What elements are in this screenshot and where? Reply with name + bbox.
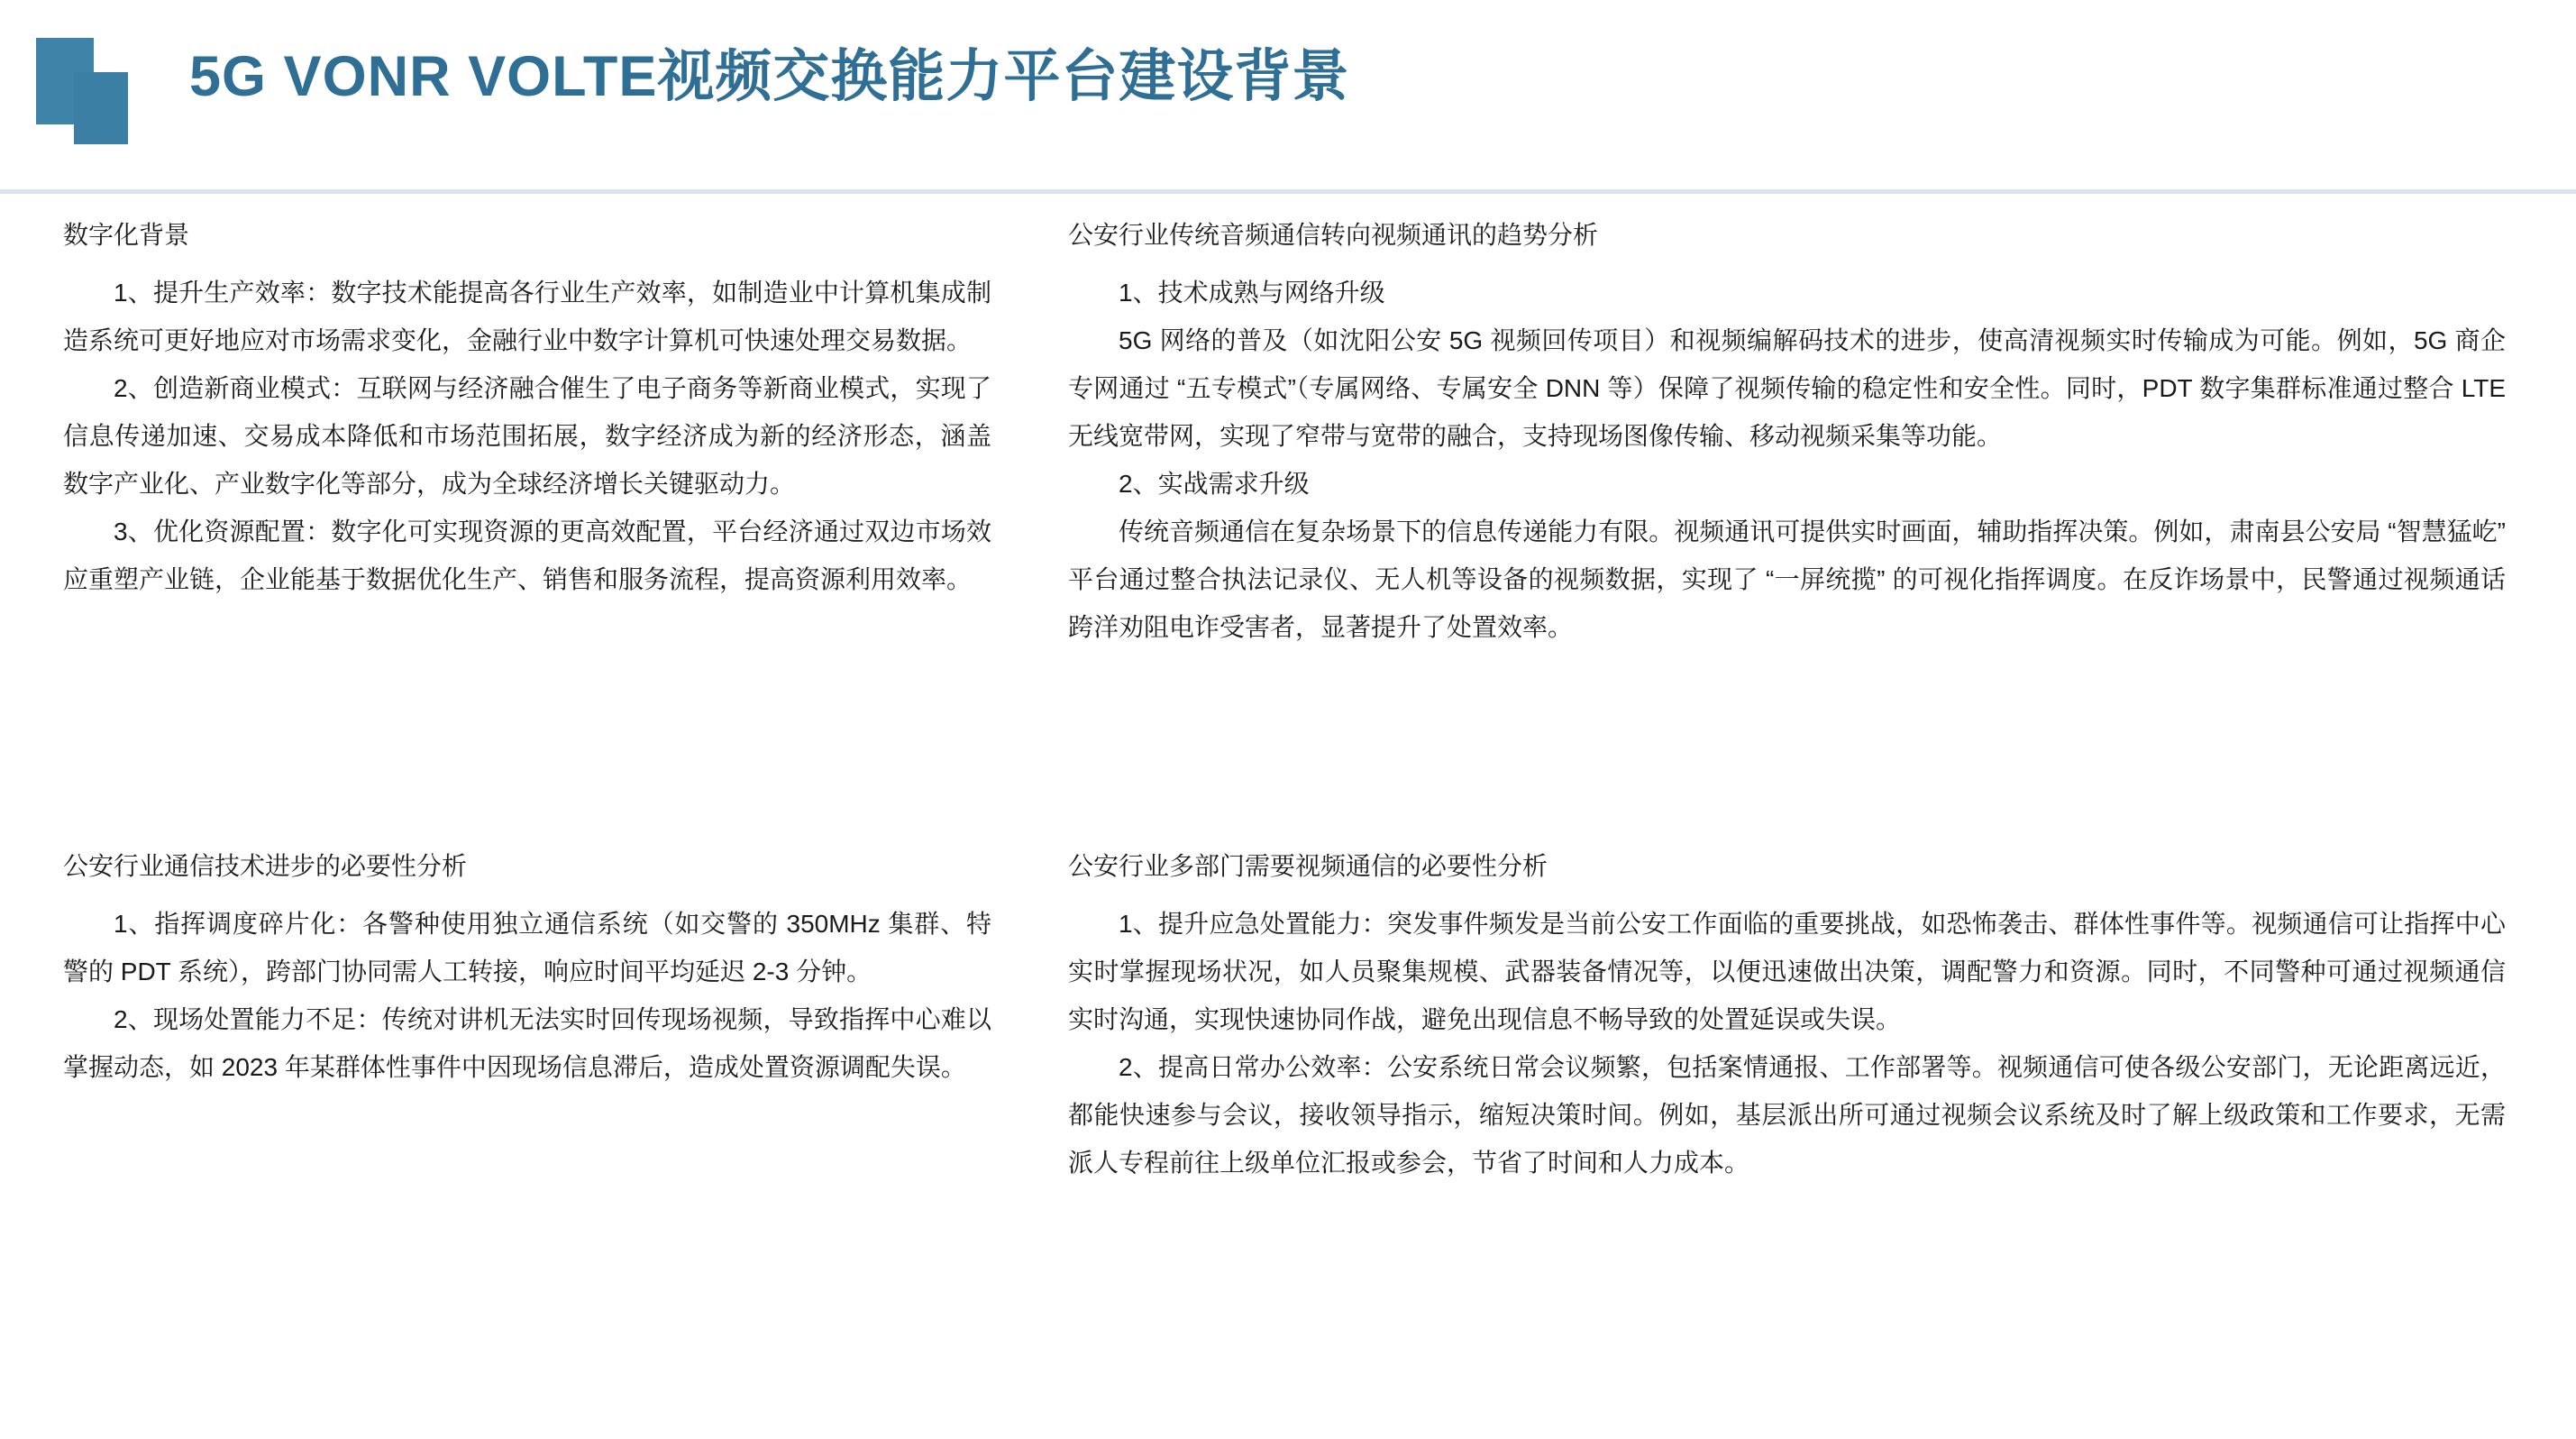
paragraph: 2、创造新商业模式：互联网与经济融合催生了电子商务等新商业模式，实现了信息传递加速、交易成本降低和市场范围拓展，数字经济成为新的经济形态，涵盖数字产业化、产业数字化等部分，成为全球经济增长关键驱动力。 — [63, 374, 991, 498]
left-column — [63, 215, 991, 1081]
paragraph: 2、提高日常办公效率：公安系统日常会议频繁，包括案情通报、工作部署等。视频通信可使各级公安部门，无论距离远近，都能快速参与会议，接收领导指示，缩短决策时间。例如，基层派出所可通过视频会议系统及时了解上级政策和工作要求，无需派人专程前往上级单位汇报或参会，节省了时间和人力成本。 — [1068, 1053, 2506, 1177]
section-title: 数字化背景 — [63, 221, 190, 249]
section-multi-department-necessity — [1068, 846, 2506, 1187]
slide-header — [0, 0, 2576, 197]
slide-content — [0, 215, 2576, 1439]
paragraph: 传统音频通信在复杂场景下的信息传递能力有限。视频通讯可提供实时画面，辅助指挥决策。例如，肃南县公安局 “智慧猛屹” 平台通过整合执法记录仪、无人机等设备的视频数据，实现了 “一屏统揽” 的可视化指挥调度。在反诈场景中，民警通过视频通话跨洋劝阻电诈受害者，显著提升了处置效率。 — [1068, 518, 2506, 641]
paragraph: 1、提升生产效率：数字技术能提高各行业生产效率，如制造业中计算机集成制造系统可更好地应对市场需求变化，金融行业中数字计算机可快速处理交易数据。 — [63, 279, 991, 354]
paragraph: 1、技术成熟与网络升级 — [1119, 279, 1385, 307]
section-communication-necessity — [63, 846, 991, 1091]
header-divider — [0, 189, 2576, 194]
section-digital-background — [63, 215, 991, 603]
paragraph: 3、优化资源配置：数字化可实现资源的更高效配置，平台经济通过双边市场效应重塑产业链，企业能基于数据优化生产、销售和服务流程，提高资源利用效率。 — [63, 518, 991, 593]
section-video-trend — [1068, 215, 2506, 651]
section-title: 公安行业多部门需要视频通信的必要性分析 — [1068, 852, 1548, 880]
paragraph: 5G 网络的普及（如沈阳公安 5G 视频回传项目）和视频编解码技术的进步，使高清视频实时传输成为可能。例如，5G 商企专网通过 “五专模式”（专属网络、专属安全 DNN 等）保障了视频传输的稳定性和安全性。同时，PDT 数字集群标准通过整合 LTE 无线宽带网，实现了窄带与宽带的融合，支持现场图像传输、移动视频采集等功能。 — [1068, 326, 2506, 450]
paragraph: 1、提升应急处置能力：突发事件频发是当前公安工作面临的重要挑战，如恐怖袭击、群体性事件等。视频通信可让指挥中心实时掌握现场状况，如人员聚集规模、武器装备情况等，以便迅速做出决策，调配警力和资源。同时，不同警种可通过视频通信实时沟通，实现快速协同作战，避免出现信息不畅导致的处置延误或失误。 — [1068, 910, 2506, 1033]
paragraph: 1、指挥调度碎片化：各警种使用独立通信系统（如交警的 350MHz 集群、特警的 PDT 系统），跨部门协同需人工转接，响应时间平均延迟 2-3 分钟。 — [63, 910, 991, 985]
section-title: 公安行业通信技术进步的必要性分析 — [63, 852, 468, 880]
section-title: 公安行业传统音频通信转向视频通讯的趋势分析 — [1068, 221, 1599, 249]
right-column — [1068, 215, 2506, 1177]
paragraph: 2、现场处置能力不足：传统对讲机无法实时回传现场视频，导致指挥中心难以掌握动态，如 2023 年某群体性事件中因现场信息滞后，造成处置资源调配失误。 — [63, 1005, 991, 1081]
page-title: 5G VONR VOLTE视频交换能力平台建设背景 — [189, 45, 1350, 108]
header-accent-block — [74, 72, 128, 144]
paragraph: 2、实战需求升级 — [1119, 470, 1310, 498]
